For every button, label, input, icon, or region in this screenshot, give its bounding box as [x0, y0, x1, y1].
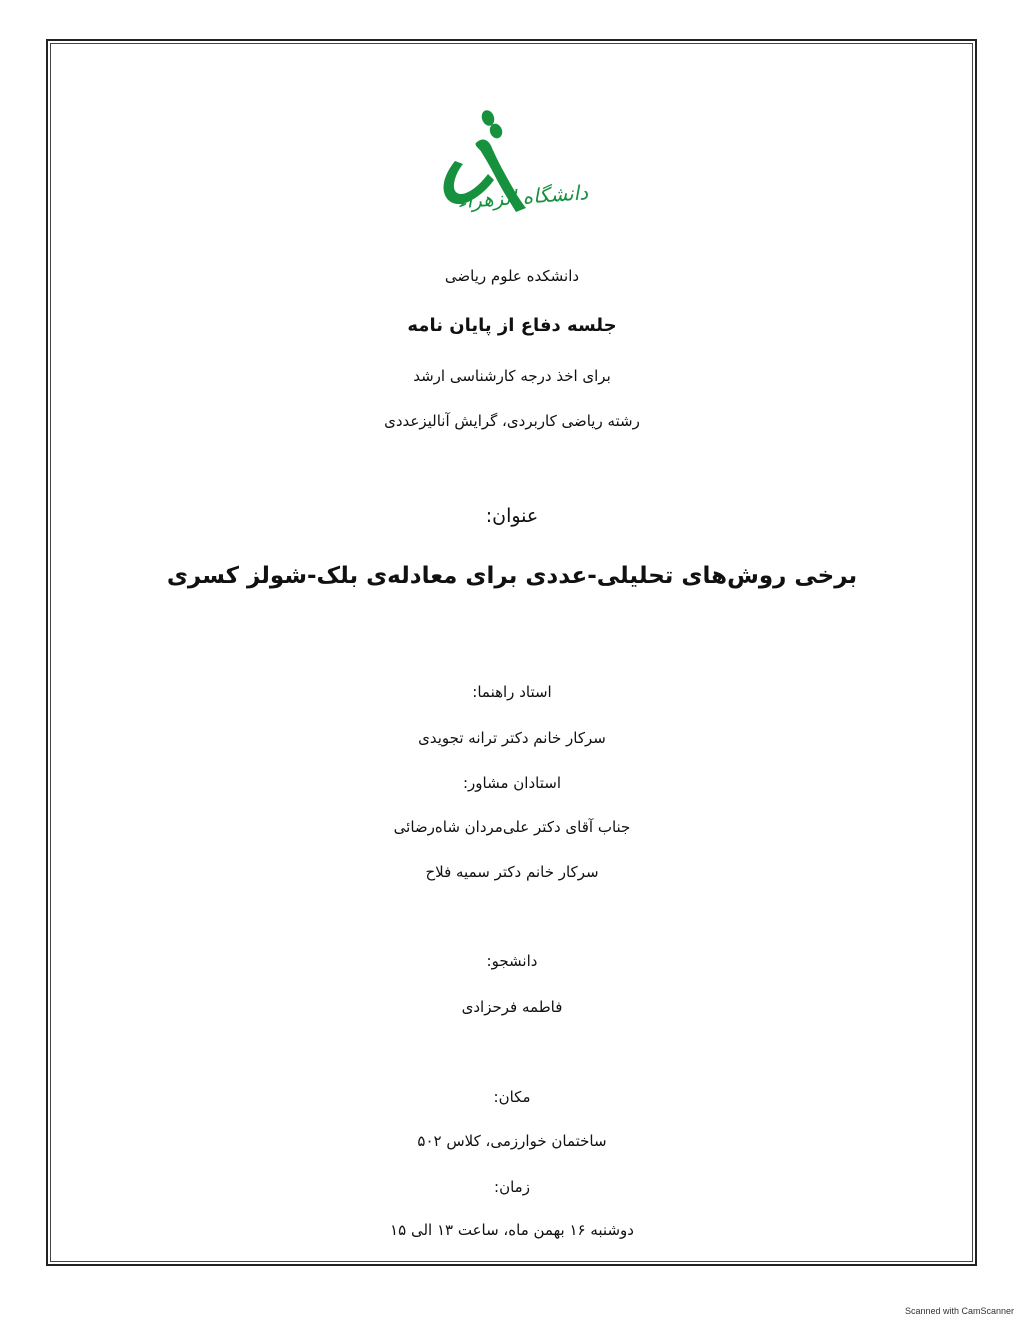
- degree-line: برای اخذ درجه کارشناسی ارشد: [413, 367, 611, 385]
- time-label: زمان:: [494, 1178, 530, 1196]
- venue-value: ساختمان خوارزمی، کلاس ۵۰۲: [417, 1132, 607, 1150]
- faculty-name: دانشکده علوم ریاضی: [444, 267, 580, 285]
- advisor-name: جناب آقای دکتر علی‌مردان شاه‌رضائی: [393, 818, 631, 836]
- student-name: فاطمه فرحزادی: [461, 998, 563, 1016]
- supervisor-name: سرکار خانم دکتر ترانه تجویدی: [418, 729, 606, 747]
- logo-caption: دانشگاه الزهراء: [456, 180, 589, 214]
- field-line: رشته ریاضی کاربردی، گرایش آنالیزعددی: [384, 412, 640, 430]
- advisors-label: استادان مشاور:: [463, 774, 561, 792]
- scanner-watermark: Scanned with CamScanner: [904, 1306, 1014, 1316]
- venue-label: مکان:: [493, 1088, 531, 1106]
- thesis-title: برخی روش‌های تحلیلی-عددی برای معادله‌ی بلک-شولز کسری: [166, 563, 858, 589]
- student-label: دانشجو:: [486, 952, 538, 970]
- advisor-name: سرکار خانم دکتر سمیه فلاح: [425, 863, 599, 881]
- supervisor-label: استاد راهنما:: [472, 683, 552, 701]
- thesis-title-label: عنوان:: [485, 505, 539, 527]
- event-title: جلسه دفاع از پایان نامه: [407, 315, 617, 336]
- time-value: دوشنبه ۱۶ بهمن ماه، ساعت ۱۳ الی ۱۵: [390, 1221, 634, 1239]
